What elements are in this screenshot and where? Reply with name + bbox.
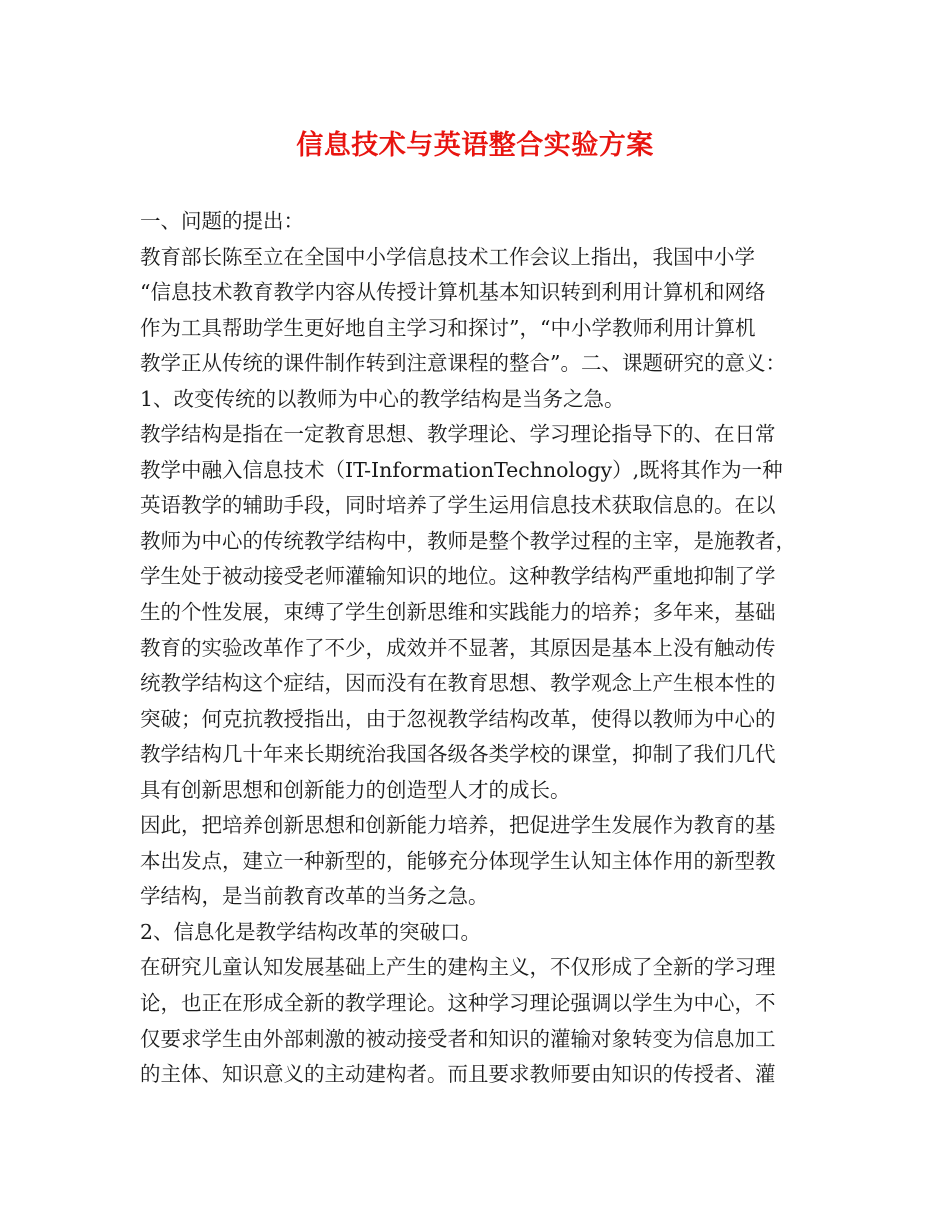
paragraph-line: 突破；何克抗教授指出，由于忽视教学结构改革，使得以教师为中心的 bbox=[140, 706, 776, 731]
paragraph-line: 论，也正在形成全新的教学理论。这种学习理论强调以学生为中心，不 bbox=[140, 991, 776, 1016]
paragraph-line: 教师为中心的传统教学结构中，教师是整个教学过程的主宰，是施教者， bbox=[140, 528, 796, 553]
paragraph-line: 教育部长陈至立在全国中小学信息技术工作会议上指出，我国中小学 bbox=[140, 244, 755, 269]
section-heading: 一、问题的提出： bbox=[140, 209, 304, 233]
paragraph-line: 教学结构是指在一定教育思想、教学理论、学习理论指导下的、在日常 bbox=[140, 422, 776, 447]
subsection-heading: 2、信息化是教学结构改革的突破口。 bbox=[140, 919, 482, 944]
paragraph-line: 英语教学的辅助手段，同时培养了学生运用信息技术获取信息的。在以 bbox=[140, 493, 776, 518]
paragraph-line: 学生处于被动接受老师灌输知识的地位。这种教学结构严重地抑制了学 bbox=[140, 564, 776, 589]
paragraph-line: 学结构，是当前教育改革的当务之急。 bbox=[140, 884, 489, 909]
paragraph-line: 教学中融入信息技术（IT-InformationTechnology）,既将其作为一种 bbox=[140, 457, 783, 482]
paragraph-line: 统教学结构这个症结，因而没有在教育思想、教学观念上产生根本性的 bbox=[140, 671, 776, 696]
paragraph-line: “信息技术教育教学内容从传授计算机基本知识转到利用计算机和网络 bbox=[140, 280, 766, 305]
paragraph-line: 具有创新思想和创新能力的创造型人才的成长。 bbox=[140, 777, 571, 802]
paragraph-line: 仅要求学生由外部刺激的被动接受者和知识的灌输对象转变为信息加工 bbox=[140, 1026, 776, 1051]
document-body bbox=[140, 204, 840, 1093]
subsection-heading: 1、改变传统的以教师为中心的教学结构是当务之急。 bbox=[140, 386, 625, 411]
paragraph-line: 教学正从传统的课件制作转到注意课程的整合”。二、课题研究的意义： bbox=[140, 351, 786, 376]
paragraph-line: 本出发点，建立一种新型的，能够充分体现学生认知主体作用的新型教 bbox=[140, 848, 776, 873]
paragraph-line: 作为工具帮助学生更好地自主学习和探讨”，“中小学教师利用计算机 bbox=[140, 315, 756, 340]
document-title: 信息技术与英语整合实验方案 bbox=[296, 130, 654, 161]
paragraph-line: 在研究儿童认知发展基础上产生的建构主义，不仅形成了全新的学习理 bbox=[140, 955, 776, 980]
paragraph-line: 的主体、知识意义的主动建构者。而且要求教师要由知识的传授者、灌 bbox=[140, 1062, 776, 1087]
paragraph-line: 生的个性发展，束缚了学生创新思维和实践能力的培养；多年来，基础 bbox=[140, 600, 776, 625]
paragraph-line: 教学结构几十年来长期统治我国各级各类学校的课堂，抑制了我们几代 bbox=[140, 742, 776, 767]
paragraph-line: 因此，把培养创新思想和创新能力培养，把促进学生发展作为教育的基 bbox=[140, 813, 776, 838]
paragraph-line: 教育的实验改革作了不少，成效并不显著，其原因是基本上没有触动传 bbox=[140, 635, 776, 660]
